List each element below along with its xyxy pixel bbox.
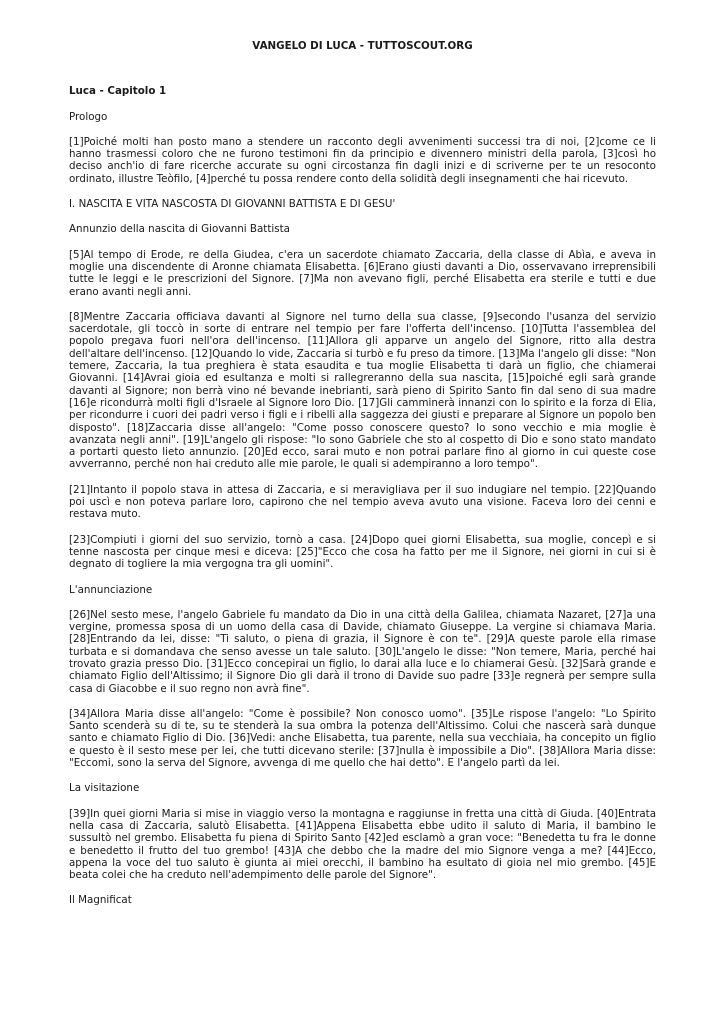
- document-body: [69, 111, 656, 907]
- section-heading: Annunzio della nascita di Giovanni Battista: [69, 223, 290, 236]
- section-heading: La visitazione: [69, 782, 140, 795]
- section-heading: Il Magnificat: [69, 894, 132, 907]
- document-page: [69, 40, 656, 920]
- paragraph: [8]Mentre Zaccaria officiava davanti al Signore nel turno della sua classe, [9]secondo l'usanza del servizio sacerdotale, gli toccò in sorte di entrare nel tempio per fare l'offerta dell'incenso. [10]Tutta l'assemblea del popolo pregava fuori nell'ora dell'incenso. [11]Allora gli apparve un angelo del Signore, ritto alla destra dell'altare dell'incenso. [12]Quando lo vide, Zaccaria si turbò e fu preso da timore. [13]Ma l'angelo gli disse: "Non temere, Zaccaria, la tua preghiera è stata esaudita e tua moglie Elisabetta ti darà un figlio, che chiamerai Giovanni. [14]Avrai gioia ed esultanza e molti si rallegreranno della sua nascita, [15]poiché egli sarà grande davanti al Signore; non berrà vino né bevande inebrianti, sarà pieno di Spirito Santo fin dal seno di sua madre [16]e ricondurrà molti figli d'Israele al Signore loro Dio. [17]Gli camminerà innanzi con lo spirito e la forza di Elia, per ricondurre i cuori dei padri verso i figli e i ribelli alla saggezza dei giusti e preparare al Signore un popolo ben disposto". [18]Zaccaria disse all'angelo: "Come posso conoscere questo? Io sono vecchio e mia moglie è avanzata negli anni". [19]L'angelo gli rispose: "Io sono Gabriele che sto al cospetto di Dio e sono stato mandato a portarti questo lieto annunzio. [20]Ed ecco, sarai muto e non potrai parlare fino al giorno in cui queste cose avverranno, perché non hai creduto alle mie parole, le quali si adempiranno a loro tempo".: [69, 310, 656, 471]
- section-heading: I. NASCITA E VITA NASCOSTA DI GIOVANNI BATTISTA E DI GESU': [69, 198, 396, 211]
- document-title: VANGELO DI LUCA - TUTTOSCOUT.ORG: [252, 40, 473, 52]
- chapter-heading: Luca - Capitolo 1: [69, 85, 167, 98]
- paragraph: [34]Allora Maria disse all'angelo: "Come è possibile? Non conosco uomo". [35]Le rispose l'angelo: "Lo Spirito Santo scenderà su di te, su te stenderà la sua ombra la potenza dell'Altissimo. Colui che nascerà sarà dunque santo e chiamato Figlio di Dio. [36]Vedi: anche Elisabetta, tua parente, nella sua vecchiaia, ha concepito un figlio e questo è il sesto mese per lei, che tutti dicevano sterile: [37]nulla è impossibile a Dio". [38]Allora Maria disse: "Eccomi, sono la serva del Signore, avvenga di me quello che hai detto". E l'angelo partì da lei.: [69, 707, 656, 770]
- paragraph: [26]Nel sesto mese, l'angelo Gabriele fu mandato da Dio in una città della Galilea, chiamata Nazaret, [27]a una vergine, promessa sposa di un uomo della casa di Davide, chiamato Giuseppe. La vergine si chiamava Maria. [28]Entrando da lei, disse: "Ti saluto, o piena di grazia, il Signore è con te". [29]A queste parole ella rimase turbata e si domandava che senso avesse un tale saluto. [30]L'angelo le disse: "Non temere, Maria, perché hai trovato grazia presso Dio. [31]Ecco concepirai un figlio, lo darai alla luce e lo chiamerai Gesù. [32]Sarà grande e chiamato Figlio dell'Altissimo; il Signore Dio gli darà il trono di Davide suo padre [33]e regnerà per sempre sulla casa di Giacobbe e il suo regno non avrà fine".: [69, 608, 656, 695]
- paragraph: [5]Al tempo di Erode, re della Giudea, c'era un sacerdote chiamato Zaccaria, della classe di Abìa, e aveva in moglie una discendente di Aronne chiamata Elisabetta. [6]Erano giusti davanti a Dio, osservavano irreprensibili tutte le leggi e le prescrizioni del Signore. [7]Ma non avevano figli, perché Elisabetta era sterile e tutti e due erano avanti negli anni.: [69, 248, 656, 298]
- section-heading: L'annunciazione: [69, 583, 153, 596]
- paragraph: [1]Poiché molti han posto mano a stendere un racconto degli avvenimenti successi tra di noi, [2]come ce li hanno trasmessi coloro che ne furono testimoni fin da principio e divennero ministri della parola, [3]così ho deciso anch'io di fare ricerche accurate su ogni circostanza fin dagli inizi e di scriverne per te un resoconto ordinato, illustre Teòfilo, [4]perché tu possa rendere conto della solidità degli insegnamenti che hai ricevuto.: [69, 135, 656, 185]
- paragraph: [39]In quei giorni Maria si mise in viaggio verso la montagna e raggiunse in fretta una città di Giuda. [40]Entrata nella casa di Zaccaria, salutò Elisabetta. [41]Appena Elisabetta ebbe udito il saluto di Maria, il bambino le sussultò nel grembo. Elisabetta fu piena di Spirito Santo [42]ed esclamò a gran voce: "Benedetta tu fra le donne e benedetto il frutto del tuo grembo! [43]A che debbo che la madre del mio Signore venga a me? [44]Ecco, appena la voce del tuo saluto è giunta ai miei orecchi, il bambino ha esultato di gioia nel mio grembo. [45]E beata colei che ha creduto nell'adempimento delle parole del Signore".: [69, 807, 656, 882]
- paragraph: [21]Intanto il popolo stava in attesa di Zaccaria, e si meravigliava per il suo indugiare nel tempio. [22]Quando poi uscì e non poteva parlare loro, capirono che nel tempio aveva avuto una visione. Faceva loro dei cenni e restava muto.: [69, 483, 656, 521]
- section-heading: Prologo: [69, 110, 108, 123]
- paragraph: [23]Compiuti i giorni del suo servizio, tornò a casa. [24]Dopo quei giorni Elisabetta, sua moglie, concepì e si tenne nascosta per cinque mesi e diceva: [25]"Ecco che cosa ha fatto per me il Signore, nei giorni in cui si è degnato di togliere la mia vergogna tra gli uomini".: [69, 533, 656, 571]
